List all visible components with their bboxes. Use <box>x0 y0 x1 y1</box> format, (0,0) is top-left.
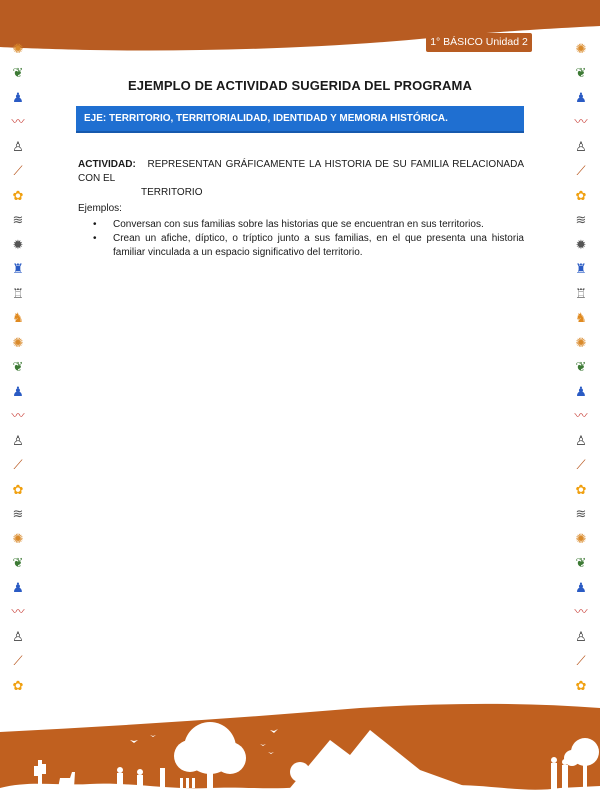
right-icon-column <box>569 36 593 698</box>
page-title: EJEMPLO DE ACTIVIDAD SUGERIDA DEL PROGRAMA <box>128 78 472 93</box>
examples-list <box>78 218 524 260</box>
activity-text-line2: TERRITORIO <box>141 187 203 198</box>
activity-block <box>78 158 524 200</box>
frog-icon: ❦ <box>12 65 24 81</box>
flower-icon: ✿ <box>12 677 24 693</box>
frog-icon: ❦ <box>12 359 24 375</box>
example-text: Conversan con sus familias sobre las historias que se encuentran en sus territorios. <box>113 219 484 230</box>
frog-icon: ❦ <box>575 555 587 571</box>
llama-icon: ♞ <box>575 310 587 326</box>
person-icon: ♙ <box>575 138 587 154</box>
sun-burst-icon: ✹ <box>575 236 587 252</box>
blue-robot-icon: ♜ <box>575 261 587 277</box>
sun-burst-icon: ✹ <box>12 236 24 252</box>
condor-icon: ⟋ <box>576 163 586 179</box>
blue-figure-icon: ♟ <box>575 89 587 105</box>
person-icon: ♙ <box>12 138 24 154</box>
person-icon: ♙ <box>12 432 24 448</box>
flower-icon: ✿ <box>575 481 587 497</box>
blue-robot-icon: ♜ <box>12 261 24 277</box>
sun-face-icon: ✺ <box>12 530 24 546</box>
blue-figure-icon: ♟ <box>12 89 24 105</box>
sun-face-icon: ✺ <box>575 40 587 56</box>
pot-icon: ≋ <box>12 212 24 228</box>
activity-text-line1: REPRESENTAN GRÁFICAMENTE LA HISTORIA DE SU FAMILIA RELACIONADA CON EL <box>78 159 524 184</box>
axis-banner: EJE: TERRITORIO, TERRITORIALIDAD, IDENTIDAD Y MEMORIA HISTÓRICA. <box>76 106 524 133</box>
examples-heading: Ejemplos: <box>78 203 122 214</box>
pot-icon: ≋ <box>12 506 24 522</box>
blue-figure-icon: ♟ <box>12 383 24 399</box>
flower-icon: ✿ <box>575 677 587 693</box>
pot-icon: ≋ <box>575 506 587 522</box>
blue-figure-icon: ♟ <box>575 383 587 399</box>
bottom-landscape-banner <box>0 700 600 800</box>
totem-icon: ♖ <box>12 285 24 301</box>
frog-icon: ❦ <box>575 359 587 375</box>
condor-icon: ⟋ <box>576 457 586 473</box>
flower-icon: ✿ <box>12 187 24 203</box>
left-icon-column <box>6 36 30 698</box>
bullet-icon: • <box>93 219 97 230</box>
person-icon: ♙ <box>12 628 24 644</box>
list-item <box>93 232 524 260</box>
blue-figure-icon: ♟ <box>12 579 24 595</box>
person-icon: ♙ <box>575 432 587 448</box>
sun-face-icon: ✺ <box>575 334 587 350</box>
list-item <box>93 218 524 232</box>
blue-figure-icon: ♟ <box>575 579 587 595</box>
condor-icon: ⟋ <box>13 163 23 179</box>
llama-icon: ♞ <box>12 310 24 326</box>
frog-icon: ❦ <box>575 65 587 81</box>
person-icon: ♙ <box>575 628 587 644</box>
sun-face-icon: ✺ <box>12 334 24 350</box>
activity-label: ACTIVIDAD: <box>78 159 136 170</box>
totem-icon: ♖ <box>575 285 587 301</box>
sun-face-icon: ✺ <box>12 40 24 56</box>
fox-icon: 〰 <box>574 114 588 130</box>
fox-icon: 〰 <box>11 114 25 130</box>
examples-block <box>78 202 524 260</box>
fox-icon: 〰 <box>11 604 25 620</box>
frog-icon: ❦ <box>12 555 24 571</box>
fox-icon: 〰 <box>574 408 588 424</box>
example-text: Crean un afiche, díptico, o tríptico junto a sus familias, en el que presenta una historia familiar vinculada a un espacio significativo del territorio. <box>113 233 524 258</box>
flower-icon: ✿ <box>12 481 24 497</box>
condor-icon: ⟋ <box>13 457 23 473</box>
flower-icon: ✿ <box>575 187 587 203</box>
fox-icon: 〰 <box>574 604 588 620</box>
bullet-icon: • <box>93 233 97 244</box>
condor-icon: ⟋ <box>576 653 586 669</box>
condor-icon: ⟋ <box>13 653 23 669</box>
fox-icon: 〰 <box>11 408 25 424</box>
unit-badge: 1° BÁSICO Unidad 2 <box>426 33 532 52</box>
pot-icon: ≋ <box>575 212 587 228</box>
sun-face-icon: ✺ <box>575 530 587 546</box>
